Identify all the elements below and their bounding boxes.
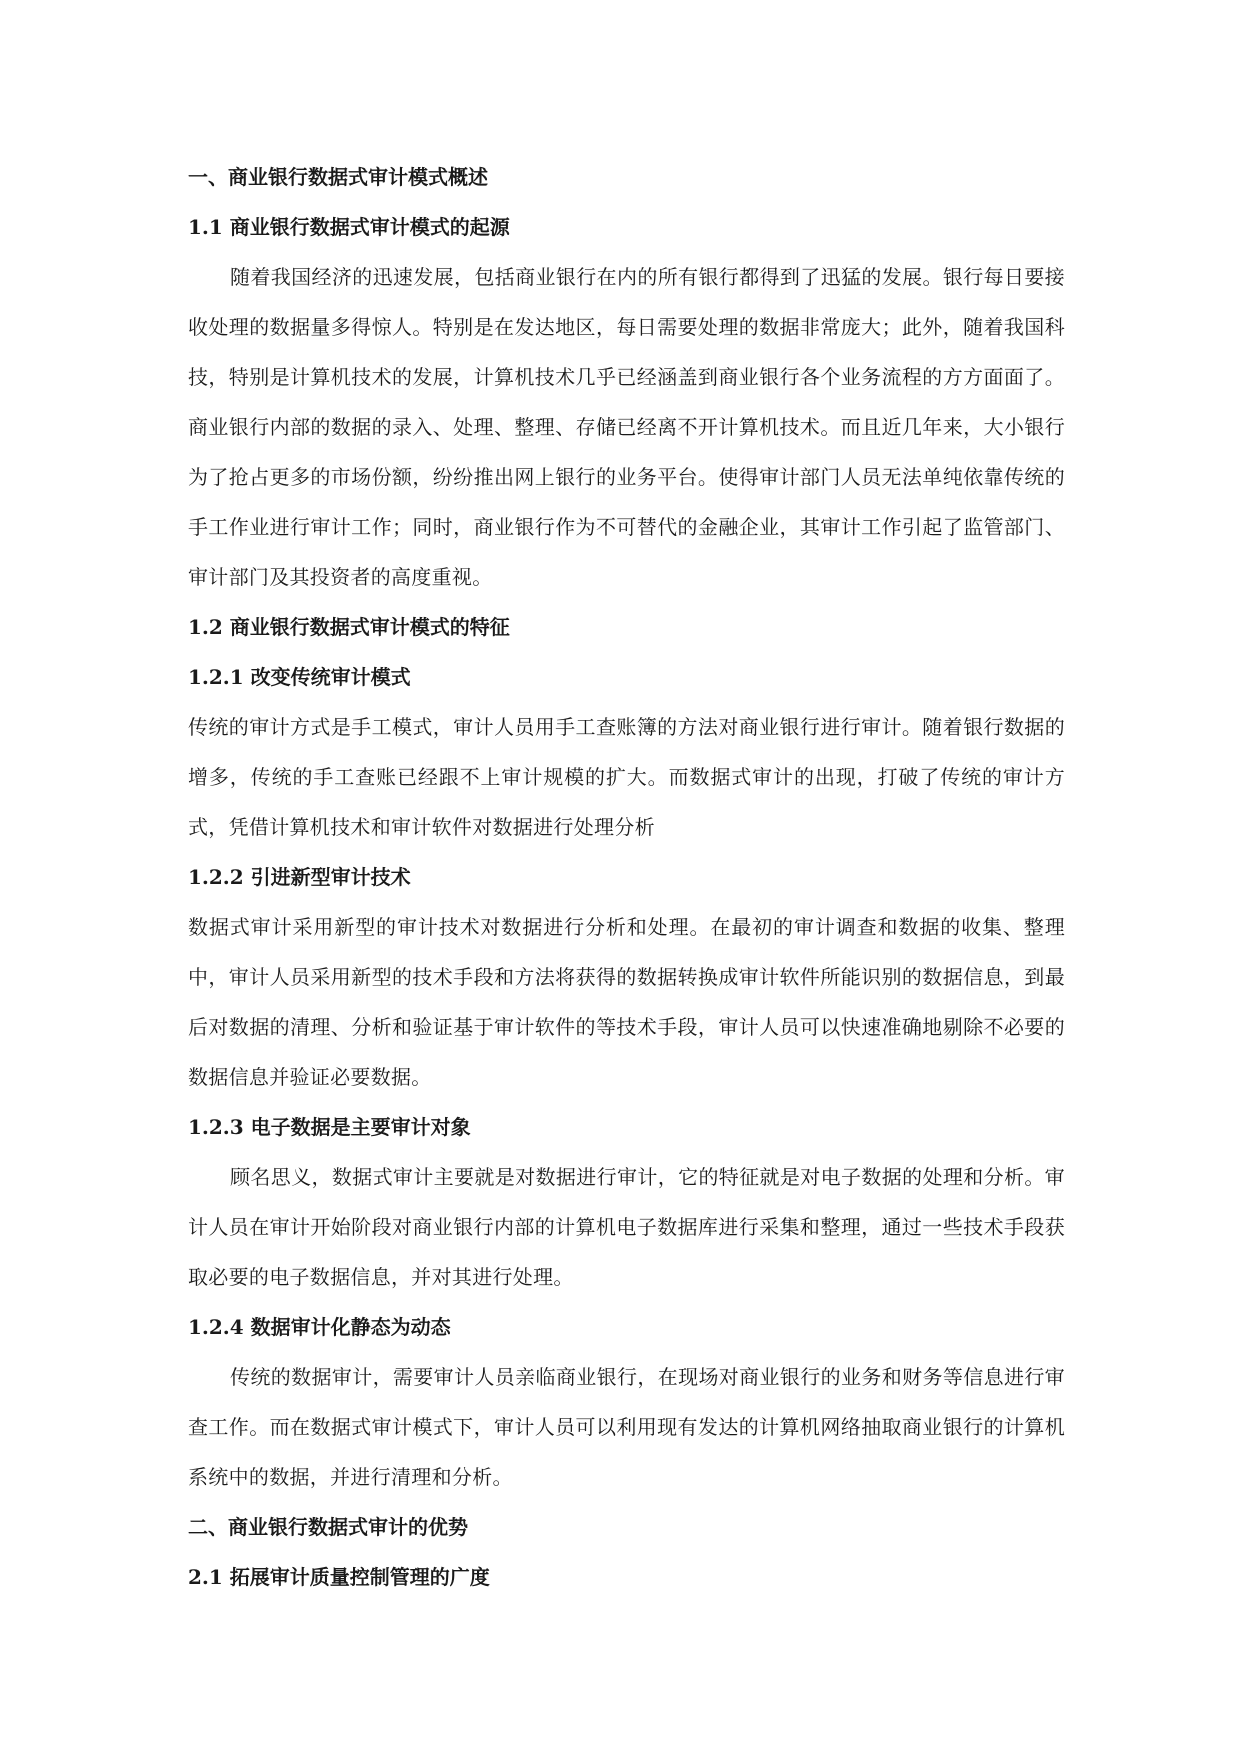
- section-1-1-paragraph: 随着我国经济的迅速发展，包括商业银行在内的所有银行都得到了迅猛的发展。银行每日要接收处理的数据量多得惊人。特别是在发达地区，每日需要处理的数据非常庞大；此外，随着我国科技，特别是计算机技术的发展，计算机技术几乎已经涵盖到商业银行各个业务流程的方方面面了。商业银行内部的数据的录入、处理、整理、存储已经离不开计算机技术。而且近几年来，大小银行为了抢占更多的市场份额，纷纷推出网上银行的业务平台。使得审计部门人员无法单纯依靠传统的手工作业进行审计工作；同时，商业银行作为不可替代的金融企业，其审计工作引起了监管部门、审计部门及其投资者的高度重视。: [188, 265, 1065, 589]
- document-page: [188, 152, 1065, 1602]
- section-1-2-3-heading: 1.2.3 电子数据是主要审计对象: [188, 1115, 471, 1139]
- section-1-2-3-paragraph: 顾名思义，数据式审计主要就是对数据进行审计，它的特征就是对电子数据的处理和分析。审计人员在审计开始阶段对商业银行内部的计算机电子数据库进行采集和整理，通过一些技术手段获取必要的电子数据信息，并对其进行处理。: [188, 1165, 1065, 1289]
- section-2-1-heading: 2.1 拓展审计质量控制管理的广度: [188, 1565, 490, 1589]
- section-1-2-4-heading: 1.2.4 数据审计化静态为动态: [188, 1315, 451, 1339]
- section-1-2-4-paragraph: 传统的数据审计，需要审计人员亲临商业银行，在现场对商业银行的业务和财务等信息进行审查工作。而在数据式审计模式下，审计人员可以利用现有发达的计算机网络抽取商业银行的计算机系统中的数据，并进行清理和分析。: [188, 1365, 1065, 1489]
- section-1-heading: 一、商业银行数据式审计模式概述: [188, 165, 488, 189]
- section-1-2-1-heading: 1.2.1 改变传统审计模式: [188, 665, 411, 689]
- section-1-1-heading: 1.1 商业银行数据式审计模式的起源: [188, 215, 510, 239]
- section-1-2-2-heading: 1.2.2 引进新型审计技术: [188, 865, 411, 889]
- section-1-2-1-paragraph: 传统的审计方式是手工模式，审计人员用手工查账簿的方法对商业银行进行审计。随着银行数据的增多，传统的手工查账已经跟不上审计规模的扩大。而数据式审计的出现，打破了传统的审计方式，凭借计算机技术和审计软件对数据进行处理分析: [188, 715, 1065, 839]
- section-1-2-2-paragraph: 数据式审计采用新型的审计技术对数据进行分析和处理。在最初的审计调查和数据的收集、整理中，审计人员采用新型的技术手段和方法将获得的数据转换成审计软件所能识别的数据信息，到最后对数据的清理、分析和验证基于审计软件的等技术手段，审计人员可以快速准确地剔除不必要的数据信息并验证必要数据。: [188, 915, 1065, 1089]
- section-1-2-heading: 1.2 商业银行数据式审计模式的特征: [188, 615, 510, 639]
- section-2-heading: 二、商业银行数据式审计的优势: [188, 1515, 468, 1539]
